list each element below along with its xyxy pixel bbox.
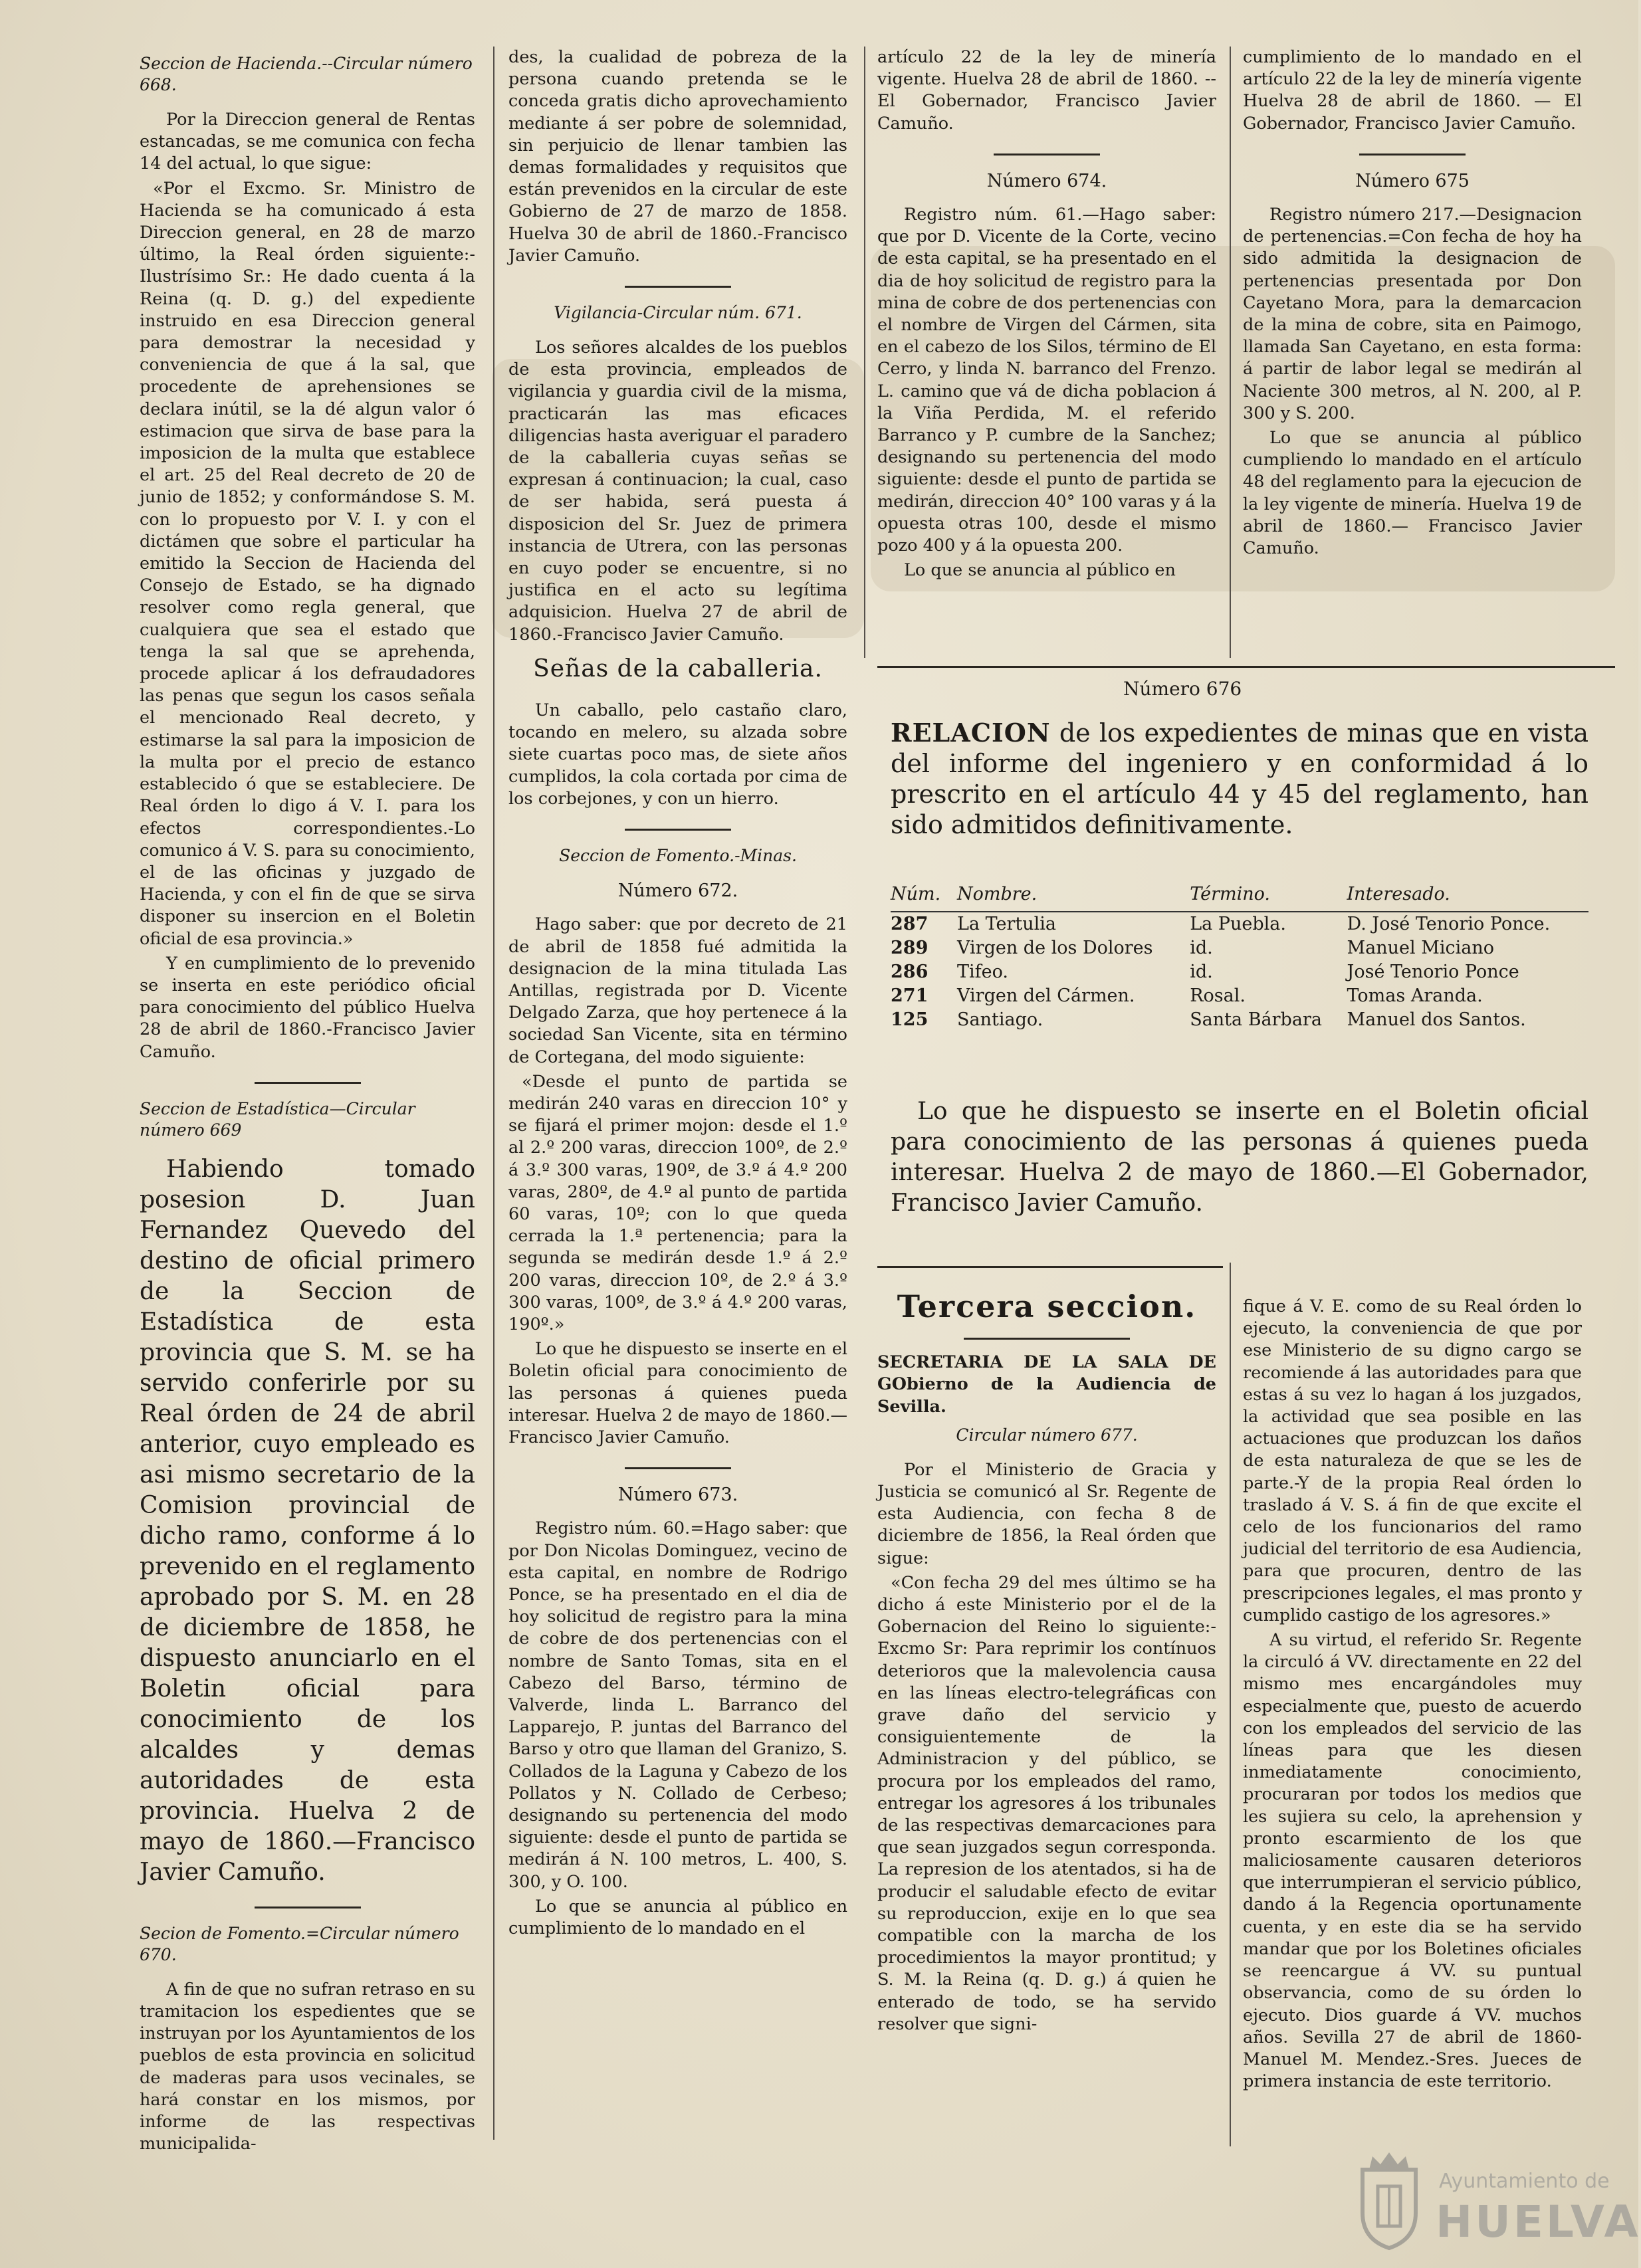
paragraph: Lo que se anuncia al público en	[904, 560, 1176, 581]
column-4	[1243, 47, 1582, 658]
paragraph: Registro número 217.—Designacion de pertenencias.=Con fecha de hoy ha sido admitida la designacion de pertenencias presentada por Don Cayetano Mora, para la demarcacion de la mina de cobre, sita en Paimogo, llamada San Cayetano, en esta forma: á partir de labor legal se medirán al Naciente 300 metros, al N. 200, al P. 300 y S. 200.	[1243, 205, 1582, 423]
cell-interesado: José Tenorio Ponce	[1347, 962, 1519, 982]
column-rule	[864, 47, 865, 658]
numero-673: Número 673.	[617, 1485, 738, 1506]
paragraph: A fin de que no sufran retraso en su tramitacion los espedientes que se instruyan por los Ayuntamientos de los pueblos de esta provincia en solicitud de maderas para usos vecinales, se hará constar en los mismos, por informe de las respectivas municipalida-	[140, 1979, 475, 2154]
paragraph: Por el Ministerio de Gracia y Justicia se comunicó al Sr. Regente de esta Audiencia, con fecha 8 de diciembre de 1856, la Real órden que sigue:	[877, 1459, 1216, 1568]
paragraph: Registro núm. 61.—Hago saber: que por D. Vicente de la Corte, vecino de esta capital, se ha presentado en el dia de hoy solicitud de registro para la mina de cobre de dos pertenencias con el nombre de Virgen del Cármen, sita en el cabezo de los Silos, término de El Cerro, y linda N. barranco del Frenzo. L. camino que vá de dicha poblacion á la Viña Perdida, M. el referido Barranco y P. cumbre de la Sanchez; designando su pertenencia del modo siguiente: desde el punto de partida se medirán, direccion 40° 100 varas y á la opuesta otras 100, desde el mismo pozo 400 y á la opuesta 200.	[877, 205, 1216, 556]
cell-interesado: Manuel dos Santos.	[1347, 1009, 1526, 1030]
paragraph: Hago saber: que por decreto de 21 de abril de 1858 fué admitida la designacion de la mina titulada Las Antillas, registrada por D. Vicente Delgado Zarza, que hoy pertenece á la sociedad San Vicente, sita en término de Cortegana, del modo siguiente:	[508, 914, 847, 1067]
cell-nombre: Tifeo.	[957, 962, 1008, 982]
column-3	[877, 47, 1216, 658]
paragraph: Lo que se anuncia al público cumpliendo lo mandado en el artículo 48 del reglamento para la ejecucion de la ley vigente de minería. Huelva 19 de abril de 1860.— Francisco Javier Camuño.	[1243, 428, 1582, 559]
column-2	[508, 47, 847, 2140]
paragraph: cumplimiento de lo mandado en el artículo 22 de la ley de minería vigente Huelva 28 de abril de 1860. — El Gobernador, Francisco Javier Camuño.	[1243, 47, 1582, 134]
circular-668-heading: Seccion de Hacienda.--Circular número 668.	[140, 54, 473, 94]
paragraph: Registro núm. 60.=Hago saber: que por Don Nicolas Dominguez, vecino de esta capital, en nombre de Rodrigo Ponce, se ha presentado en el dia de hoy solicitud de registro para la mina de cobre de dos pertenencias con el nombre de Santo Tomas, sita en el Cabezo del Barso, término de Valverde, linda L. Barranco del Lapparejo, P. juntas del Barranco del Barso y otro que llaman del Granizo, S. Collados de la Laguna y Cabezo de los Pollatos y N. Collado de Cerbeso; designando su pertenencia del modo siguiente: desde el punto de partida se medirán á N. 100 metros, L. 400, S. 300, y O. 100.	[508, 1518, 847, 1892]
cell-termino: La Puebla.	[1190, 914, 1286, 934]
cell-num: 289	[891, 938, 929, 958]
table-row	[891, 936, 1588, 960]
separator-rule	[625, 829, 731, 831]
paragraph: «Con fecha 29 del mes último se ha dicho á este Ministerio por el de la Gobernacion del Reino lo siguiente:-Excmo Sr: Para reprimir los contínuos deterioros que la malevolencia causa en las líneas electro-telegráficas con grave daño del servicio y consiguientemente de la Administracion y del público, se procura por los empleados del ramo, entregar los agresores á los tribunales de las respectivas demarcaciones para que sean juzgados segun corresponda. La represion de los atentados, si ha de producir el saludable efecto de evitar su reproduccion, exije en lo que sea compatible con la marcha de los procedimientos la mayor prontitud; y S. M. la Reina (q. D. g.) á quien he enterado de todo, se ha servido resolver que signi-	[877, 1572, 1216, 2034]
cell-termino: Rosal.	[1190, 985, 1246, 1006]
cell-num: 287	[891, 914, 929, 934]
column-rule	[1230, 47, 1231, 658]
watermark-line-2: HUELVA	[1436, 2196, 1641, 2247]
separator-rule	[625, 286, 731, 288]
col-header-nombre: Nombre.	[957, 884, 1190, 912]
cell-nombre: La Tertulia	[957, 914, 1057, 934]
tercera-column-left	[877, 1276, 1216, 2140]
tercera-column-right	[1243, 1296, 1582, 2140]
senas-title: Señas de la caballeria.	[533, 655, 823, 682]
tercera-seccion-title: Tercera seccion.	[897, 1289, 1197, 1324]
cell-nombre: Virgen de los Dolores	[957, 938, 1153, 958]
cell-termino: id.	[1190, 938, 1213, 958]
paragraph: Lo que se anuncia al público en cumplimiento de lo mandado en el	[508, 1896, 847, 1939]
section-divider	[877, 666, 1615, 668]
col-header-interesado: Interesado.	[1347, 884, 1588, 912]
circular-671-heading: Vigilancia-Circular núm. 671.	[554, 303, 802, 323]
cell-interesado: Tomas Aranda.	[1347, 985, 1483, 1006]
watermark-line-1: Ayuntamiento de	[1439, 2170, 1610, 2193]
paragraph: Por la Direccion general de Rentas estancadas, se me comunica con fecha 14 del actual, lo que sigue:	[140, 110, 475, 174]
col-header-termino: Término.	[1190, 884, 1347, 912]
relacion-closing: Lo que he dispuesto se inserte en el Boletin oficial para conocimiento de las personas á quienes pueda interesar. Huelva 2 de mayo de 1860.—El Gobernador, Francisco Javier Camuño.	[891, 1098, 1588, 1217]
paragraph: Los señores alcaldes de los pueblos de esta provincia, empleados de vigilancia y guardia civil de la misma, practicarán las mas eficaces diligencias hasta averiguar el paradero de la caballeria cuyas señas se expresan á continuacion; la cual, caso de ser habida, será puesta á disposicion del Sr. Juez de primera instancia de Utrera, con las personas en cuyo poder se encuentre, si no justifica en el acto su legítima adquisicion. Huelva 27 de abril de 1860.-Francisco Javier Camuño.	[508, 338, 847, 645]
col-header-num: Núm.	[891, 884, 957, 912]
separator-rule	[964, 1338, 1130, 1340]
coat-of-arms-icon	[1353, 2150, 1426, 2249]
relacion-text: de los expedientes de minas que en vista del informe del ingeniero y en conformidad á lo prescrito en el artículo 44 y 45 del reglamento, han sido admitidos definitivamente.	[891, 718, 1588, 839]
table-row	[891, 984, 1588, 1008]
circular-669-heading: Seccion de Estadística—Circular número 669	[140, 1098, 415, 1140]
minas-heading: Seccion de Fomento.-Minas.	[559, 846, 797, 866]
table-row	[891, 1008, 1588, 1032]
cell-num: 271	[891, 985, 929, 1006]
relacion-block	[891, 718, 1588, 840]
circular-677-heading: Circular número 677.	[956, 1425, 1138, 1445]
cell-nombre: Virgen del Cármen.	[957, 985, 1135, 1006]
expedientes-table	[891, 884, 1588, 1032]
paragraph: «Desde el punto de partida se medirán 240 varas en direccion 10° y se fijará el primer mojon: desde el 1.º al 2.º 200 varas, direccion 100º, de 2.º á 3.º 300 varas, 190º, de 3.º á 4.º 200 varas, 280º, de 4.º al punto de partida 60 varas, 10º; con lo que queda cerrada la 1.ª pertenencia; para la segunda se medirán desde 1.º á 2.º 200 varas, direccion 10º, de 2.º á 3.º 300 varas, 100º, de 3.º á 4.º 200 varas, 190º.»	[508, 1071, 847, 1334]
cell-termino: Santa Bárbara	[1190, 1009, 1322, 1030]
paragraph: artículo 22 de la ley de minería vigente. Huelva 28 de abril de 1860. --El Gobernador, Francisco Javier Camuño.	[877, 47, 1216, 134]
circular-670-heading: Secion de Fomento.=Circular número 670.	[140, 1923, 459, 1964]
paragraph: fique á V. E. como de su Real órden lo ejecuto, la conveniencia de que por ese Ministerio de su digno cargo se recomiende á las autoridades para que estas á su vez lo hagan á los juzgados, la actividad que sea posible en las actuaciones que produzcan los daños de esta naturaleza de que se les de parte.-Y de la propia Real órden lo traslado á V. S. á fin de que excite el celo de los funcionarios del ramo judicial del territorio de esa Audiencia, para que procuren, dentro de las prescripciones legales, el mas pronto y cumplido castigo de los agresores.»	[1243, 1296, 1582, 1625]
relacion-lead: RELACION	[891, 718, 1051, 748]
column-1	[140, 47, 475, 2154]
table-header-row	[891, 884, 1588, 912]
numero-676: Número 676	[1123, 678, 1242, 700]
numero-675: Número 675	[1355, 170, 1470, 191]
table-row	[891, 960, 1588, 984]
paragraph-large: Habiendo tomado posesion D. Juan Fernandez Quevedo del destino de oficial primero de la Seccion de Estadística de esta provincia que S. M. se ha servido conferirle por su Real órden de 24 de abril anterior, cuyo empleado es asi mismo secretario de la Comision provincial de dicho ramo, conforme á lo prevenido en el reglamento aprobado por S. M. en 28 de diciembre de 1858, he dispuesto anunciarlo en el Boletin oficial para conocimiento de los alcaldes y demas autoridades de esta provincia. Huelva 2 de mayo de 1860.—Francisco Javier Camuño.	[140, 1155, 475, 1886]
paragraph: des, la cualidad de pobreza de la persona cuando pretenda se le conceda gratis dicho aprovechamiento mediante á ser pobre de solemnidad, sin perjuicio de llenar tambien las demas formalidades y requisitos que están prevenidos en la circular de este Gobierno de 27 de marzo de 1858. Huelva 30 de abril de 1860.-Francisco Javier Camuño.	[508, 47, 847, 266]
cell-num: 125	[891, 1009, 929, 1030]
paragraph: Un caballo, pelo castaño claro, tocando en melero, su alzada sobre siete cuartas poco mas, de siete años cumplidos, la cola cortada por cima de los corbejones, y con un hierro.	[508, 700, 847, 809]
ayuntamiento-watermark	[1353, 2143, 1641, 2256]
separator-rule	[255, 1082, 361, 1084]
cell-interesado: Manuel Miciano	[1347, 938, 1495, 958]
cell-interesado: D. José Tenorio Ponce.	[1347, 914, 1551, 934]
paragraph: «Por el Excmo. Sr. Ministro de Hacienda se ha comunicado á esta Direccion general, en 28 de marzo último, la Real órden siguiente:-Ilustrísimo Sr.: He dado cuenta á la Reina (q. D. g.) del expediente instruido en esa Direccion general para demostrar la necesidad y conveniencia de que á la sal, que procedente de aprehensiones se declara inútil, se la dé algun valor ó estimacion que sirva de base para la imposicion de la multa que establece el art. 25 del Real decreto de 20 de junio de 1852; y conformándose S. M. con lo propuesto por V. I. y con el dictámen que sobre el particular ha emitido la Seccion de Hacienda del Consejo de Estado, se ha dignado resolver como regla general, que cualquiera que sea el estado que tenga la sal que se aprehenda, procede aplicar á los defraudadores las penas que segun los casos señala el mencionado Real decreto, y estimarse la sal para la imposicion de la multa por el precio de estanco establecido ó que se estableciere. De Real órden lo digo á V. I. para los efectos correspondientes.-Lo comunico á V. S. para su conocimiento, el de las oficinas y juzgado de Hacienda, y con el fin de que se sirva disponer su insercion en el Boletin oficial de esa provincia.»	[140, 178, 475, 949]
separator-rule	[1359, 154, 1466, 155]
cell-termino: id.	[1190, 962, 1213, 982]
paragraph: Lo que he dispuesto se inserte en el Boletin oficial para conocimiento de las personas á quienes pueda interesar. Huelva 2 de mayo de 1860.—Francisco Javier Camuño.	[508, 1339, 847, 1447]
numero-674: Número 674.	[986, 170, 1107, 191]
column-rule	[493, 47, 494, 2140]
separator-rule	[994, 154, 1100, 155]
paragraph: Y en cumplimiento de lo prevenido se inserta en este periódico oficial para conocimiento del público Huelva 28 de abril de 1860.-Francisco Javier Camuño.	[140, 953, 475, 1062]
table-row	[891, 912, 1588, 936]
cell-nombre: Santiago.	[957, 1009, 1043, 1030]
paragraph: A su virtud, el referido Sr. Regente la circuló á VV. directamente en 22 del mismo mes encargándoles muy especialmente que, puesto de acuerdo con los empleados del servicio de las líneas para que les diesen inmediatamente conocimiento, procuraran por todos los medios que les sujiera su celo, la aprehension y pronto escarmiento de los que maliciosamente causaren deterioros que interrumpieran el servicio público, dando á la Regencia oportunamente cuenta, y en este dia se ha servido mandar que por los Boletines oficiales se reencargue á VV. su puntual observancia, como de su órden lo ejecuto. Dios guarde á VV. muchos años. Sevilla 27 de abril de 1860-Manuel M. Mendez.-Sres. Jueces de primera instancia de este territorio.	[1243, 1630, 1582, 2092]
section-divider	[877, 1266, 1223, 1268]
numero-672: Número 672.	[617, 880, 738, 902]
separator-rule	[625, 1467, 731, 1469]
separator-rule	[255, 1907, 361, 1908]
column-rule	[1230, 1263, 1231, 2146]
cell-num: 286	[891, 962, 929, 982]
secretaria-heading: SECRETARIA DE LA SALA DE GObierno de la Audiencia de Sevilla.	[877, 1352, 1216, 1417]
